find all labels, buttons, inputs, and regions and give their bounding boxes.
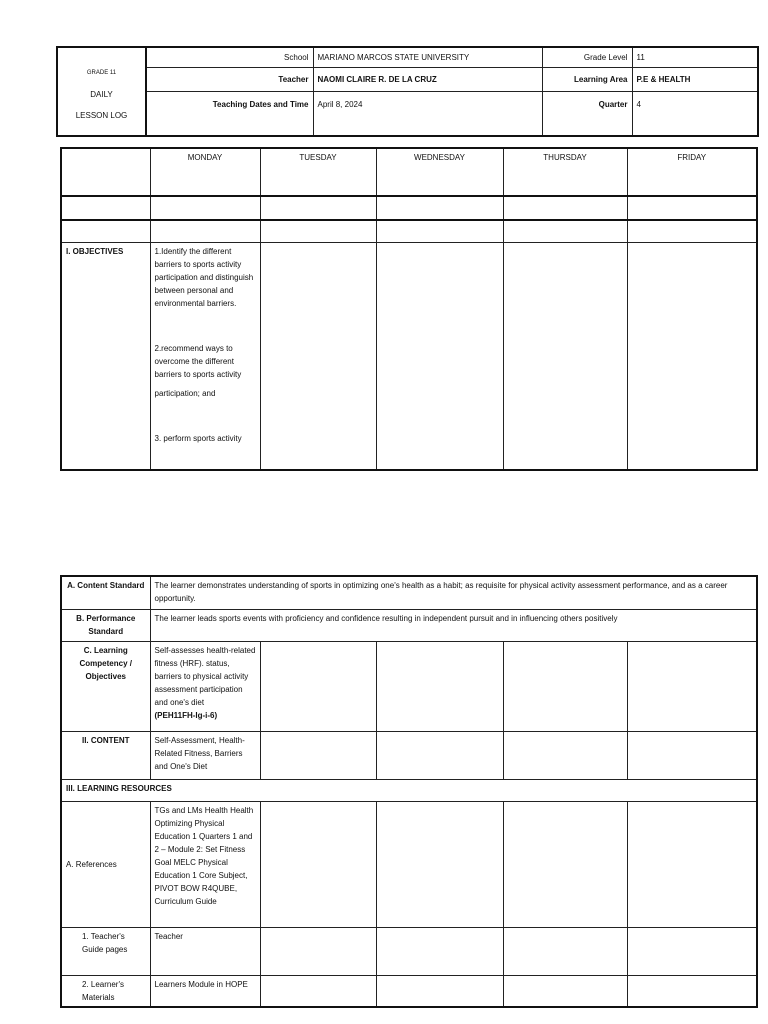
references-label: A. References (61, 801, 150, 927)
content-standard-label: A. Content Standard (61, 576, 150, 609)
learners-materials-label: 2. Learner's Materials (61, 975, 150, 1007)
objectives-monday (150, 242, 260, 470)
dates-label: Teaching Dates and Time (146, 91, 313, 136)
dates-value: April 8, 2024 (313, 91, 542, 136)
objectives-label: I. OBJECTIVES (61, 242, 150, 470)
teachers-guide-label: 1. Teacher's Guide pages (61, 927, 150, 975)
quarter-value: 4 (632, 91, 758, 136)
references-text: TGs and LMs Health Health Optimizing Physical Education 1 Quarters 1 and 2 – Module 2: Set Fitness Goal MELC Physical Education 1 Core Subject, PIVOT BOW R4QUBE, Curriculum Guide (150, 801, 260, 927)
school-label: School (146, 47, 313, 67)
lesson-log-label: LESSON LOG (75, 111, 128, 120)
grade-level-label: Grade Level (542, 47, 632, 67)
competency-cell (150, 641, 260, 731)
day-header-blank (61, 148, 150, 196)
learners-materials-text: Learners Module in HOPE (150, 975, 260, 1007)
grade-level-value: 11 (632, 47, 758, 67)
day-friday: FRIDAY (627, 148, 757, 196)
objective-2b: participation; and (154, 388, 216, 398)
daily-label: DAILY (90, 90, 113, 99)
competency-text: Self-assesses health-related fitness (HRF). status, barriers to physical activity assessment participation and one's diet (154, 645, 256, 707)
day-wednesday: WEDNESDAY (376, 148, 503, 196)
teacher-value: NAOMI CLAIRE R. DE LA CRUZ (313, 67, 542, 91)
objective-1: 1.Identify the different barriers to sports activity participation and distinguish between personal and environmental barriers. (154, 246, 254, 308)
quarter-label: Quarter (542, 91, 632, 136)
day-tuesday: TUESDAY (260, 148, 376, 196)
days-table (60, 147, 758, 471)
content-label: II. CONTENT (61, 731, 150, 779)
performance-standard-label: B. Performance Standard (61, 609, 150, 641)
competency-code: (PEH11FH-Ig-i-6) (154, 710, 218, 720)
school-value: MARIANO MARCOS STATE UNIVERSITY (313, 47, 542, 67)
teacher-label: Teacher (146, 67, 313, 91)
curriculum-table (60, 575, 758, 1008)
teachers-guide-text: Teacher (150, 927, 260, 975)
day-thursday: THURSDAY (503, 148, 627, 196)
competency-label: C. Learning Competency / Objectives (61, 641, 150, 731)
learning-area-label: Learning Area (542, 67, 632, 91)
content-standard-text: The learner demonstrates understanding of sports in optimizing one's health as a habit; as requisite for physical activity assessment performance, and as a career opportunity. (150, 576, 757, 609)
objective-2: 2.recommend ways to overcome the different barriers to sports activity (154, 343, 242, 379)
day-monday: MONDAY (150, 148, 260, 196)
resources-label: III. LEARNING RESOURCES (61, 779, 757, 801)
learning-area-value: P.E & HEALTH (632, 67, 758, 91)
grade-label: GRADE 11 (86, 70, 117, 76)
lesson-log-title (57, 47, 146, 136)
content-text: Self-Assessment, Health-Related Fitness, Barriers and One's Diet (150, 731, 260, 779)
header-table (56, 46, 759, 137)
objective-3: 3. perform sports activity (154, 433, 242, 443)
performance-standard-text: The learner leads sports events with proficiency and confidence resulting in independent pursuit and in influencing others positively (150, 609, 757, 641)
